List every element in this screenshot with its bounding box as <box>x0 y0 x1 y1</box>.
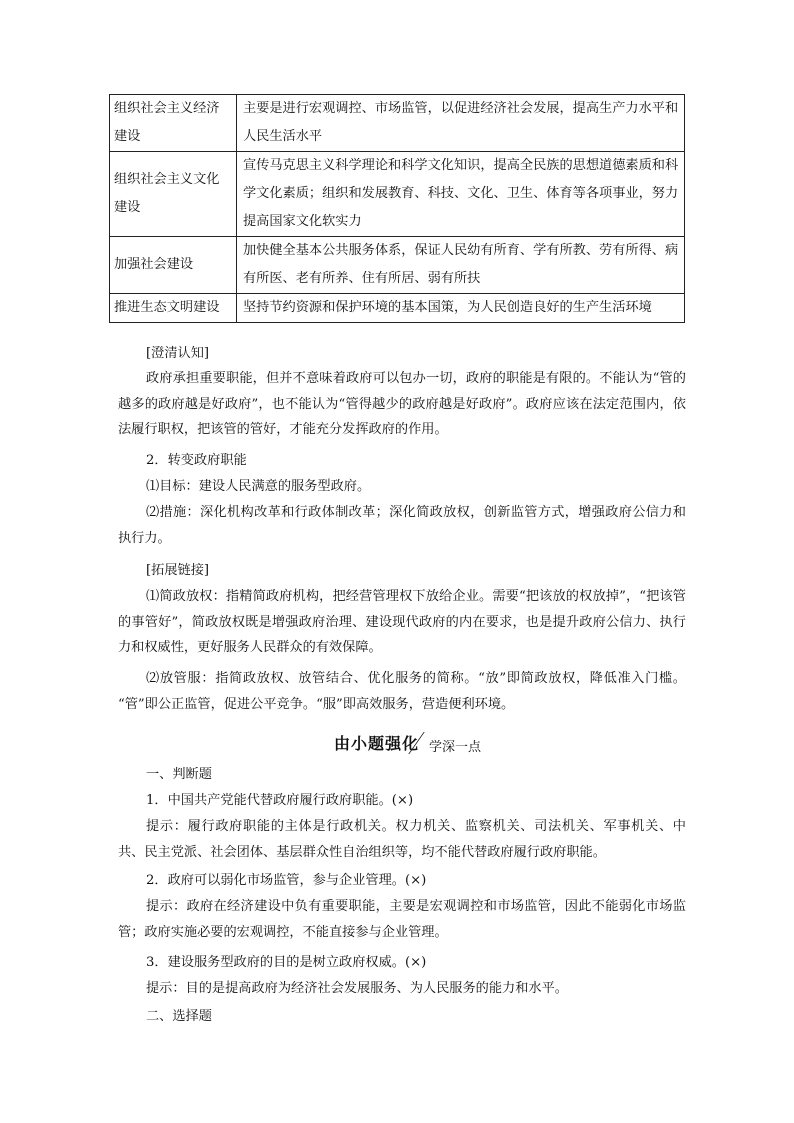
transform-goal: ⑴目标：建设人民满意的服务型政府。 <box>146 479 371 494</box>
banner-subtitle: 学深一点 <box>429 740 482 755</box>
table-row-content: 加快健全基本公共服务体系，保证人民幼有所育、学有所教、劳有所得、病有所医、老有所养、住有所居、弱有所扶 <box>237 237 685 294</box>
transform-heading: 2．转变政府职能 <box>146 453 247 468</box>
extend-item-1: ⑴简政放权：指精简政府机构，把经营管理权下放给企业。需要“把该放的权放掉”，“把该管的事管好”，简政放权既是增强政府治理、建设现代政府的内在要求，也是提升政府公信力、执行力和权威性，更好服务人民群众的有效保障。 <box>118 589 686 655</box>
table-row-content: 坚持节约资源和保护环境的基本国策，为人民创造良好的生产生活环境 <box>237 294 685 323</box>
judge-question-3: 3．建设服务型政府的目的是树立政府权威。(×) <box>146 955 427 970</box>
extend-item-2: ⑵放管服：指简政放权、放管结合、优化服务的简称。“放”即简政放权，降低准入门槛。 “管”即公正监管，促进公平竞争。“服”即高效服务，营造便利环境。 <box>118 671 686 712</box>
judge-tip-1: 提示：履行政府职能的主体是行政机关。权力机关、监察机关、司法机关、军事机关、中共、民主党派、社会团体、基层群众性自治组织等，均不能代替政府履行政府职能。 <box>118 819 686 860</box>
judge-question-1: 1．中国共产党能代替政府履行政府职能。(×) <box>146 793 414 808</box>
judge-question-2: 2．政府可以弱化市场监管，参与企业管理。(×) <box>146 873 427 888</box>
table-row <box>110 237 685 294</box>
table-row <box>110 95 685 152</box>
table-row-label: 推进生态文明建设 <box>110 294 237 323</box>
table-row-label: 组织社会主义经济建设 <box>110 95 237 152</box>
table-row-content: 主要是进行宏观调控、市场监管，以促进经济社会发展，提高生产力水平和人民生活水平 <box>237 95 685 152</box>
clarify-heading: [澄清认知] <box>146 346 210 361</box>
table-row-label: 加强社会建设 <box>110 237 237 294</box>
government-functions-table <box>109 94 685 323</box>
section-banner <box>334 730 494 756</box>
table-row <box>110 294 685 323</box>
transform-measures: ⑵措施：深化机构改革和行政体制改革；深化简政放权，创新监管方式，增强政府公信力和执行力。 <box>118 505 686 546</box>
judge-tip-2: 提示：政府在经济建设中负有重要职能，主要是宏观调控和市场监管，因此不能弱化市场监管；政府实施必要的宏观调控，不能直接参与企业管理。 <box>118 899 686 940</box>
choice-heading: 二、选择题 <box>146 1009 212 1024</box>
table-row <box>110 152 685 237</box>
judge-tip-3: 提示：目的是提高政府为经济社会发展服务、为人民服务的能力和水平。 <box>146 981 568 996</box>
table-row-label: 组织社会主义文化建设 <box>110 152 237 237</box>
banner-title: 由小题强化 <box>334 734 420 753</box>
table-row-content: 宣传马克思主义科学理论和科学文化知识，提高全民族的思想道德素质和科学文化素质；组织和发展教育、科技、文化、卫生、体育等各项事业，努力提高国家文化软实力 <box>237 152 685 237</box>
clarify-text: 政府承担重要职能，但并不意味着政府可以包办一切，政府的职能是有限的。不能认为“管的越多的政府越是好政府”，也不能认为“管得越少的政府越是好政府”。政府应该在法定范围内，依法履行职权，把该管的管好，才能充分发挥政府的作用。 <box>118 371 686 437</box>
judge-heading: 一、判断题 <box>146 767 212 782</box>
extend-heading: [拓展链接] <box>146 563 210 578</box>
